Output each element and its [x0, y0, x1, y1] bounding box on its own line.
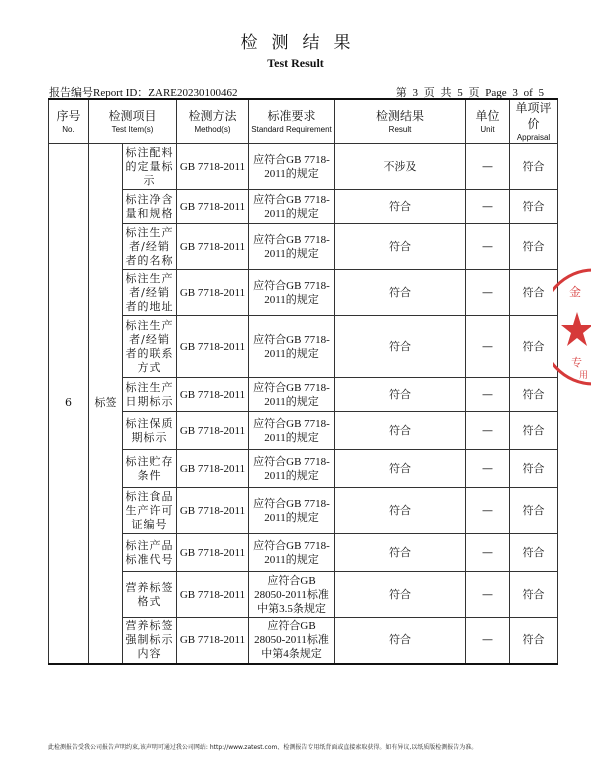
unit: — — [466, 488, 510, 534]
test-method: GB 7718-2011 — [177, 316, 249, 378]
test-item: 标注保质期标示 — [123, 412, 177, 450]
standard-requirement: 应符合GB 7718-2011的规定 — [249, 450, 335, 488]
test-method: GB 7718-2011 — [177, 190, 249, 224]
table-row — [49, 618, 558, 664]
test-result: 符合 — [335, 488, 466, 534]
appraisal: 符合 — [510, 144, 558, 190]
page-number: 第 3 页 共 5 页 Page 3 of 5 — [395, 87, 544, 99]
unit: — — [466, 270, 510, 316]
test-method: GB 7718-2011 — [177, 378, 249, 412]
test-result: 符合 — [335, 378, 466, 412]
test-item: 标注生产日期标示 — [123, 378, 177, 412]
test-item: 营养标签格式 — [123, 572, 177, 618]
table-row — [49, 144, 558, 190]
red-seal-stamp — [553, 268, 591, 386]
column-header-unit: 单位 Unit — [466, 99, 510, 144]
standard-requirement: 应符合GB 28050-2011标准中第3.5条规定 — [249, 572, 335, 618]
test-result: 符合 — [335, 224, 466, 270]
footer-disclaimer: 此检测报告受我公司报告声明约束,该声明可通过我公司网站: http://www.zatest.com、检测报告专用纸背面或直接索取获得。如有异议,以纸质版检测报告为准。 — [48, 744, 478, 751]
column-header-no: 序号 No. — [49, 99, 89, 144]
page-title: 检测结果 — [240, 33, 365, 53]
appraisal: 符合 — [510, 224, 558, 270]
test-result: 符合 — [335, 450, 466, 488]
table-row — [49, 190, 558, 224]
standard-requirement: 应符合GB 7718-2011的规定 — [249, 144, 335, 190]
unit: — — [466, 144, 510, 190]
test-item: 标注生产者/经销者的地址 — [123, 270, 177, 316]
test-method: GB 7718-2011 — [177, 144, 249, 190]
unit: — — [466, 378, 510, 412]
standard-requirement: 应符合GB 7718-2011的规定 — [249, 190, 335, 224]
appraisal: 符合 — [510, 488, 558, 534]
table-header-row — [49, 99, 558, 144]
report-id-value: ZARE20230100462 — [148, 87, 238, 99]
test-item: 标注食品生产许可证编号 — [123, 488, 177, 534]
test-method: GB 7718-2011 — [177, 534, 249, 572]
table-row — [49, 316, 558, 378]
appraisal: 符合 — [510, 618, 558, 664]
svg-text:用: 用 — [579, 371, 589, 381]
result-table — [48, 98, 558, 665]
unit: — — [466, 190, 510, 224]
test-method: GB 7718-2011 — [177, 488, 249, 534]
test-result: 符合 — [335, 190, 466, 224]
unit: — — [466, 618, 510, 664]
appraisal: 符合 — [510, 190, 558, 224]
test-item: 标注生产者/经销者的名称 — [123, 224, 177, 270]
column-header-method: 检测方法 Method(s) — [177, 99, 249, 144]
unit: — — [466, 412, 510, 450]
standard-requirement: 应符合GB 7718-2011的规定 — [249, 378, 335, 412]
table-row — [49, 534, 558, 572]
appraisal: 符合 — [510, 572, 558, 618]
table-row — [49, 450, 558, 488]
appraisal: 符合 — [510, 412, 558, 450]
unit: — — [466, 316, 510, 378]
unit: — — [466, 572, 510, 618]
appraisal: 符合 — [510, 270, 558, 316]
column-header-item: 检测项目 Test Item(s) — [89, 99, 177, 144]
test-item: 标注产品标准代号 — [123, 534, 177, 572]
standard-requirement: 应符合GB 7718-2011的规定 — [249, 224, 335, 270]
column-header-result: 检测结果 Result — [335, 99, 466, 144]
standard-requirement: 应符合GB 7718-2011的规定 — [249, 270, 335, 316]
standard-requirement: 应符合GB 7718-2011的规定 — [249, 316, 335, 378]
report-id-label: 报告编号Report ID： — [49, 87, 149, 99]
test-result: 符合 — [335, 412, 466, 450]
appraisal: 符合 — [510, 534, 558, 572]
test-method: GB 7718-2011 — [177, 412, 249, 450]
standard-requirement: 应符合GB 28050-2011标准中第4条规定 — [249, 618, 335, 664]
table-row — [49, 572, 558, 618]
unit: — — [466, 224, 510, 270]
test-result: 不涉及 — [335, 144, 466, 190]
test-result: 符合 — [335, 534, 466, 572]
standard-requirement: 应符合GB 7718-2011的规定 — [249, 534, 335, 572]
table-row — [49, 378, 558, 412]
appraisal: 符合 — [510, 450, 558, 488]
column-header-standard: 标准要求 Standard Requirement — [249, 99, 335, 144]
test-result: 符合 — [335, 316, 466, 378]
standard-requirement: 应符合GB 7718-2011的规定 — [249, 488, 335, 534]
test-item: 标注净含量和规格 — [123, 190, 177, 224]
test-result: 符合 — [335, 618, 466, 664]
test-item: 标注贮存条件 — [123, 450, 177, 488]
test-method: GB 7718-2011 — [177, 270, 249, 316]
test-method: GB 7718-2011 — [177, 618, 249, 664]
unit: — — [466, 450, 510, 488]
appraisal: 符合 — [510, 316, 558, 378]
svg-text:金: 金 — [569, 285, 582, 299]
standard-requirement: 应符合GB 7718-2011的规定 — [249, 412, 335, 450]
column-header-appraisal: 单项评价 Appraisal — [510, 99, 558, 144]
test-method: GB 7718-2011 — [177, 224, 249, 270]
table-row — [49, 270, 558, 316]
group-name: 标签 — [89, 144, 123, 664]
table-row — [49, 224, 558, 270]
test-method: GB 7718-2011 — [177, 572, 249, 618]
test-item: 标注生产者/经销者的联系方式 — [123, 316, 177, 378]
unit: — — [466, 534, 510, 572]
appraisal: 符合 — [510, 378, 558, 412]
table-row — [49, 412, 558, 450]
test-result: 符合 — [335, 270, 466, 316]
test-item: 标注配料的定量标示 — [123, 144, 177, 190]
page-subtitle: Test Result — [267, 56, 324, 70]
test-result: 符合 — [335, 572, 466, 618]
test-method: GB 7718-2011 — [177, 450, 249, 488]
group-number: 6 — [49, 144, 89, 664]
test-item: 营养标签强制标示内容 — [123, 618, 177, 664]
table-row — [49, 488, 558, 534]
svg-text:专: 专 — [571, 356, 582, 369]
